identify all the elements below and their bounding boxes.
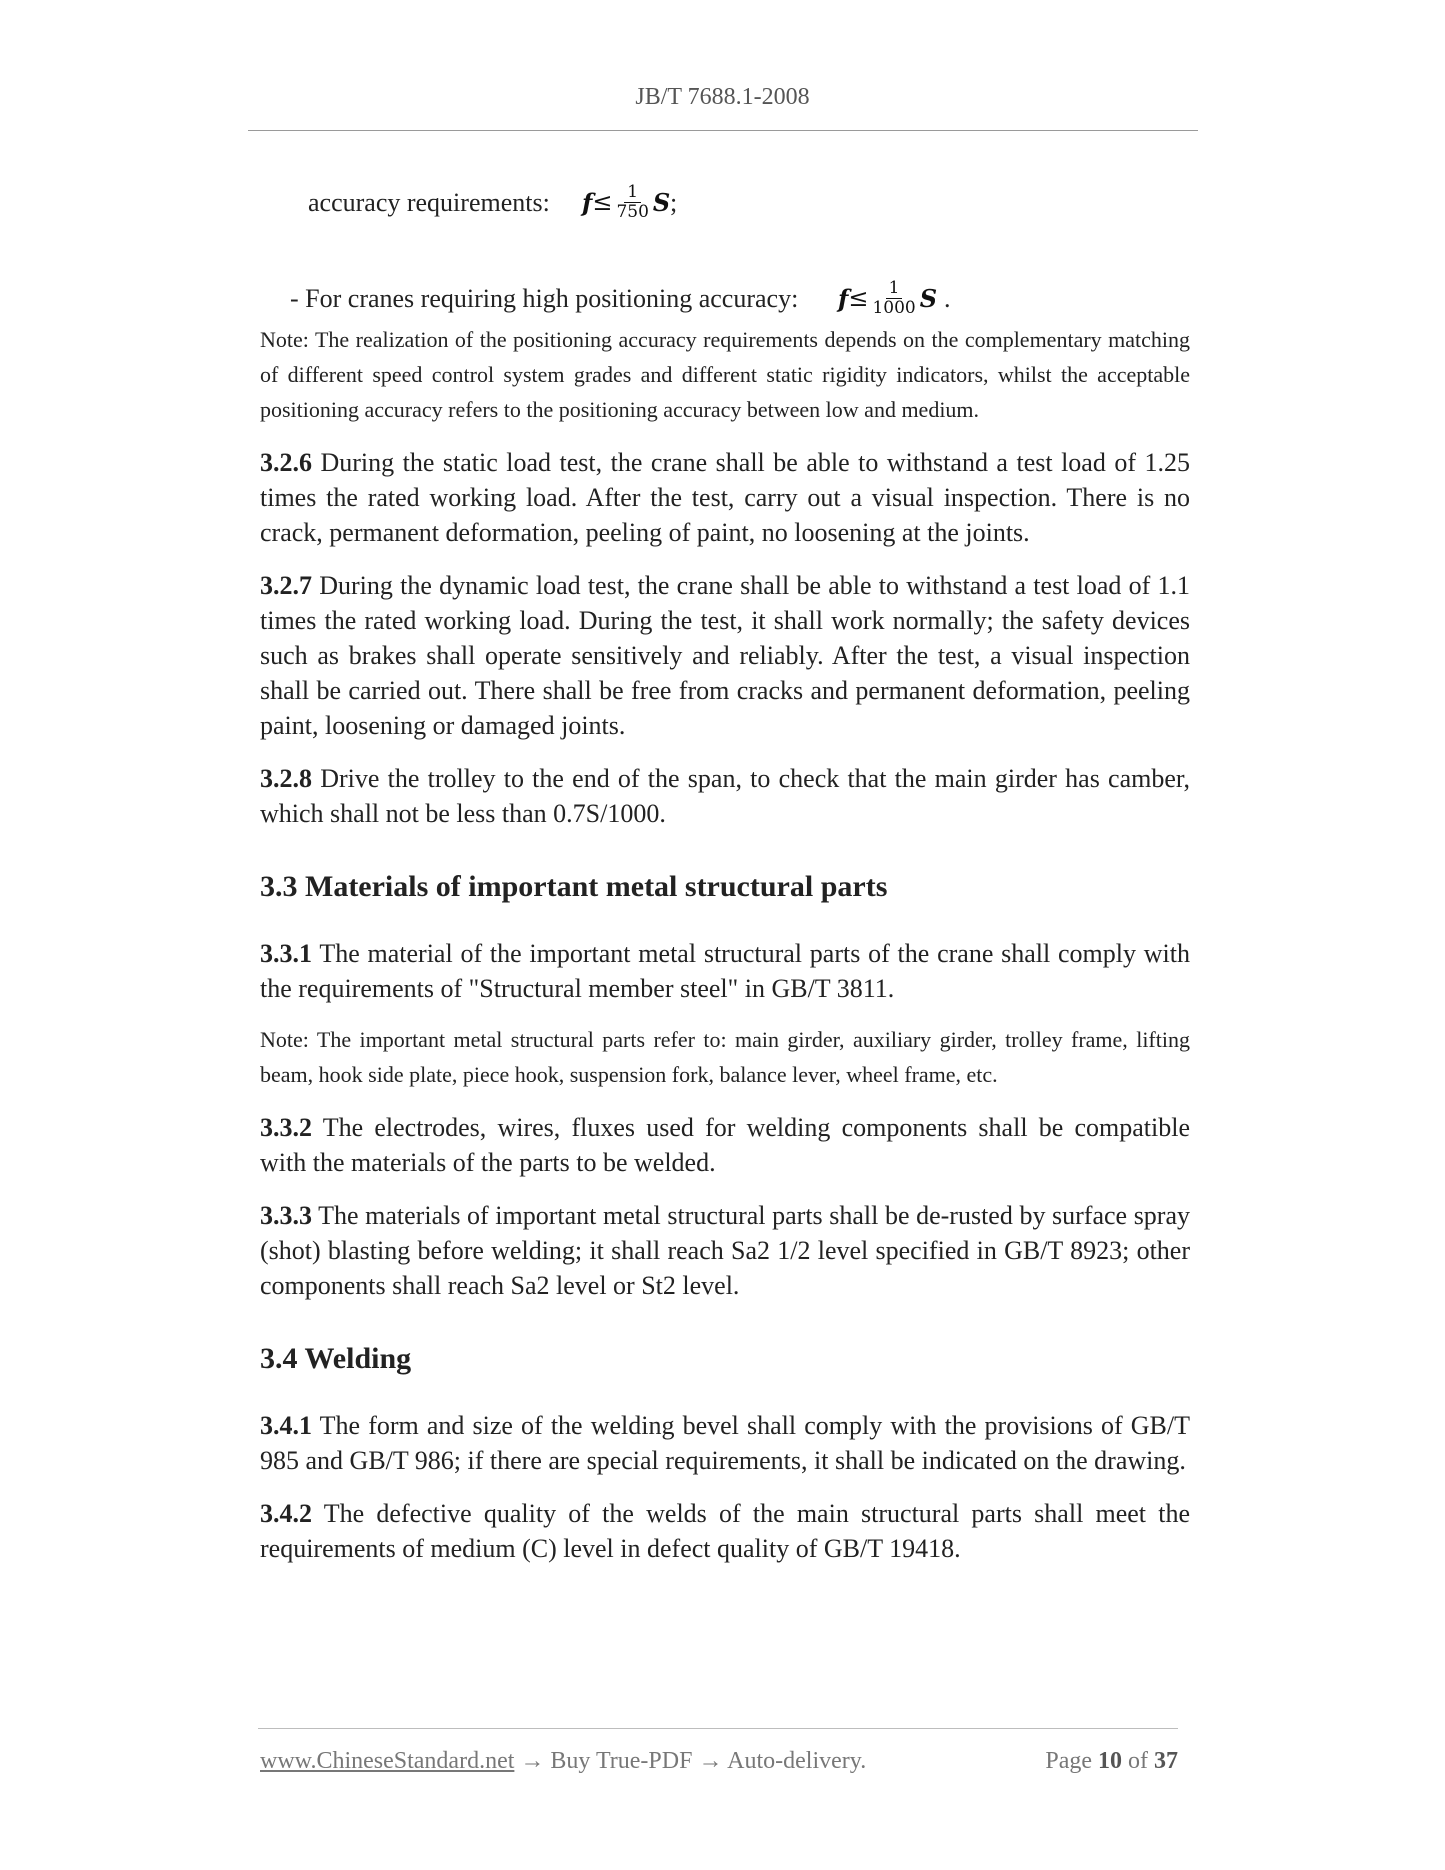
fraction: [872, 279, 915, 318]
document-code-header: JB/T 7688.1-2008: [635, 84, 810, 110]
page-number: 10: [1098, 1748, 1122, 1774]
page-indicator: [1045, 1748, 1178, 1775]
clause-text: The defective quality of the welds of the main structural parts shall meet the requirements of medium (C) level in defect quality of GB/T 19418.: [260, 1499, 1191, 1563]
clause-3-3-1: [260, 936, 1190, 1006]
formula-variable-f: f: [838, 284, 849, 313]
clause-text: Drive the trolley to the end of the span, to check that the main girder has camber, which shall not be less than 0.7S/1000.: [260, 764, 1190, 828]
clause-number: 3.3.2: [260, 1113, 312, 1142]
formula-label: accuracy requirements:: [308, 188, 550, 217]
formula-variable-f: f: [582, 188, 593, 217]
fraction-numerator: 1: [624, 183, 641, 203]
section-heading-3-3: 3.3 Materials of important metal structural parts: [260, 870, 888, 903]
deflection-formula-750: [582, 183, 670, 222]
auto-delivery-text: Auto-delivery.: [727, 1748, 867, 1774]
clause-3-2-6: [260, 445, 1190, 550]
clause-text: The material of the important metal structural parts of the crane shall comply with the requirements of "Structural member steel" in GB/T 3811.: [260, 939, 1190, 1003]
clause-number: 3.2.7: [260, 571, 312, 600]
note-positioning-accuracy: Note: The realization of the positioning accuracy requirements depends on the complementary matching of different speed control system grades and different static rigidity indicators, whilst the acceptable positioning accuracy refers to the positioning accuracy between low and medium.: [260, 327, 1190, 422]
clause-number: 3.2.8: [260, 764, 312, 793]
buy-pdf-text: Buy True-PDF: [550, 1748, 693, 1774]
page-content: [260, 160, 1190, 1566]
clause-number: 3.4.2: [260, 1499, 312, 1528]
clause-3-3-2: [260, 1110, 1190, 1180]
leq-symbol: ≤: [848, 284, 869, 312]
page-total: 37: [1154, 1748, 1178, 1774]
clause-text: During the dynamic load test, the crane shall be able to withstand a test load of 1.1 times the rated working load. During the test, it shall work normally; the safety devices such as brakes shall operate sensitively and reliably. After the test, a visual inspection shall be carried out. There shall be free from cracks and permanent deformation, peeling paint, loosening or damaged joints.: [260, 571, 1190, 740]
clause-text: During the static load test, the crane shall be able to withstand a test load of 1.25 times the rated working load. After the test, carry out a visual inspection. There is no crack, permanent deformation, peeling of paint, no loosening at the joints.: [260, 448, 1190, 547]
arrow-icon: →: [520, 1748, 545, 1774]
clause-3-2-8: [260, 761, 1190, 831]
clause-3-3-3: [260, 1198, 1190, 1303]
formula-label: - For cranes requiring high positioning accuracy:: [290, 284, 799, 313]
fraction-numerator: 1: [886, 279, 903, 299]
fraction-denominator: 750: [616, 202, 649, 222]
section-heading-3-4: 3.4 Welding: [260, 1342, 412, 1375]
leq-symbol: ≤: [592, 188, 613, 216]
clause-3-2-7: [260, 568, 1190, 743]
formula-line-medium-accuracy: [260, 160, 1190, 226]
clause-text: The form and size of the welding bevel shall comply with the provisions of GB/T 985 and GB/T 986; if there are special requirements, it shall be indicated on the drawing.: [260, 1411, 1191, 1475]
formula-suffix: ;: [670, 188, 678, 217]
note-structural-parts: Note: The important metal structural parts refer to: main girder, auxiliary girder, trolley frame, lifting beam, hook side plate, piece hook, suspension fork, balance lever, wheel frame, etc.: [260, 1027, 1190, 1087]
clause-number: 3.3.1: [260, 939, 312, 968]
fraction-denominator: 1000: [872, 298, 916, 318]
clause-text: The electrodes, wires, fluxes used for welding components shall be compatible with the materials of the parts to be welded.: [260, 1113, 1191, 1177]
formula-variable-s: S: [652, 188, 671, 217]
clause-number: 3.4.1: [260, 1411, 312, 1440]
page-label: Page: [1045, 1748, 1092, 1774]
deflection-formula-1000: [838, 279, 937, 318]
formula-variable-s: S: [919, 284, 938, 313]
site-link[interactable]: www.ChineseStandard.net: [260, 1748, 515, 1774]
clause-3-4-1: [260, 1408, 1190, 1478]
clause-text: The materials of important metal structural parts shall be de-rusted by surface spray (shot) blasting before welding; it shall reach Sa2 1/2 level specified in GB/T 8923; other components shall reach Sa2 level or St2 level.: [260, 1201, 1191, 1300]
of-label: of: [1128, 1748, 1148, 1774]
arrow-icon: →: [698, 1748, 723, 1774]
clause-number: 3.3.3: [260, 1201, 312, 1230]
fraction: [616, 183, 648, 222]
formula-line-high-accuracy: [260, 226, 1190, 322]
header-divider: [248, 130, 1198, 131]
footer-divider: [258, 1728, 1178, 1729]
clause-3-4-2: [260, 1496, 1190, 1566]
formula-suffix: .: [944, 284, 951, 313]
page-footer: [260, 1748, 1178, 1775]
clause-number: 3.2.6: [260, 448, 312, 477]
